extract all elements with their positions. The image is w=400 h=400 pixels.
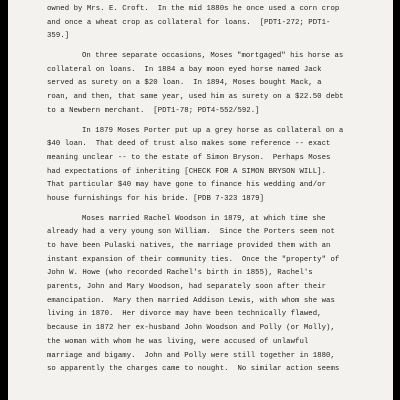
text-line: owned by Mrs. E. Croft. In the mid 1880s he once used a corn crop (47, 5, 340, 13)
text-line: to have been Pulaski natives, the marriage provided them with an (47, 242, 331, 250)
text-line: 359.] (47, 32, 70, 41)
text-line: living in 1870. Her divorce may have been technically flawed, (47, 310, 322, 319)
text-line: house furnishings for his bride. [PDB 7-323 1879] (47, 194, 265, 203)
text-line: marriage and bigamy. John and Polly were still together in 1880, (47, 351, 335, 360)
paragraph-1 (47, 3, 387, 44)
text-line: In 1879 Moses Porter put up a grey horse as collateral on a (82, 126, 344, 135)
text-line: to a Newbern merchant. [PDT1-78; PDT4-552/592.] (47, 106, 260, 115)
text-line: emancipation. Mary then married Addison Lewis, with whom she was (47, 296, 335, 305)
document-page (8, 0, 393, 400)
paragraph-3 (47, 125, 387, 207)
text-line: because in 1872 her ex-husband John Woodson and Polly (or Molly), (47, 324, 335, 333)
text-line: collateral on loans. In 1884 a bay moon eyed horse named Jack (47, 65, 322, 74)
text-line: $40 loan. That deed of trust also makes some reference -- exact (47, 140, 331, 149)
text-line: had expectations of inheriting [CHECK FOR A SIMON BRYSON WILL]. (47, 167, 327, 176)
document-body (47, 3, 387, 377)
paragraph-4 (47, 213, 387, 377)
text-line: Moses married Rachel Woodson in 1879, at which time she (82, 214, 326, 223)
text-line: On three separate occasions, Moses "mortgaged" his horse as (82, 52, 344, 61)
text-line: That particular $40 may have gone to finance his wedding and/or (47, 181, 327, 190)
text-line: already had a very young son William. Since the Porters seem not (47, 228, 335, 237)
text-line: served as surety on a $20 loan. In 1894, Moses bought Mack, a (47, 79, 322, 88)
text-line: John W. Howe (who recorded Rachel's birth in 1855), Rachel's (47, 269, 313, 278)
text-line: so apparently the charges came to nought. No similar action seems (47, 365, 340, 374)
text-line: parents, John and Mary Woodson, had separately soon after their (47, 283, 327, 292)
text-line: instant expansion of their community ties. Once the "property" of (47, 255, 340, 264)
text-line: and once a wheat crop as collateral for loans. [PDT1-272; PDT1- (47, 18, 331, 27)
text-line: roan, and then, that same year, used him as surety on a $22.50 debt (47, 93, 344, 102)
paragraph-2 (47, 50, 387, 118)
text-line: meaning unclear -- to the estate of Simon Bryson. Perhaps Moses (47, 153, 331, 162)
text-line: the woman with whom he was living, were accused of unlawful (47, 337, 309, 346)
